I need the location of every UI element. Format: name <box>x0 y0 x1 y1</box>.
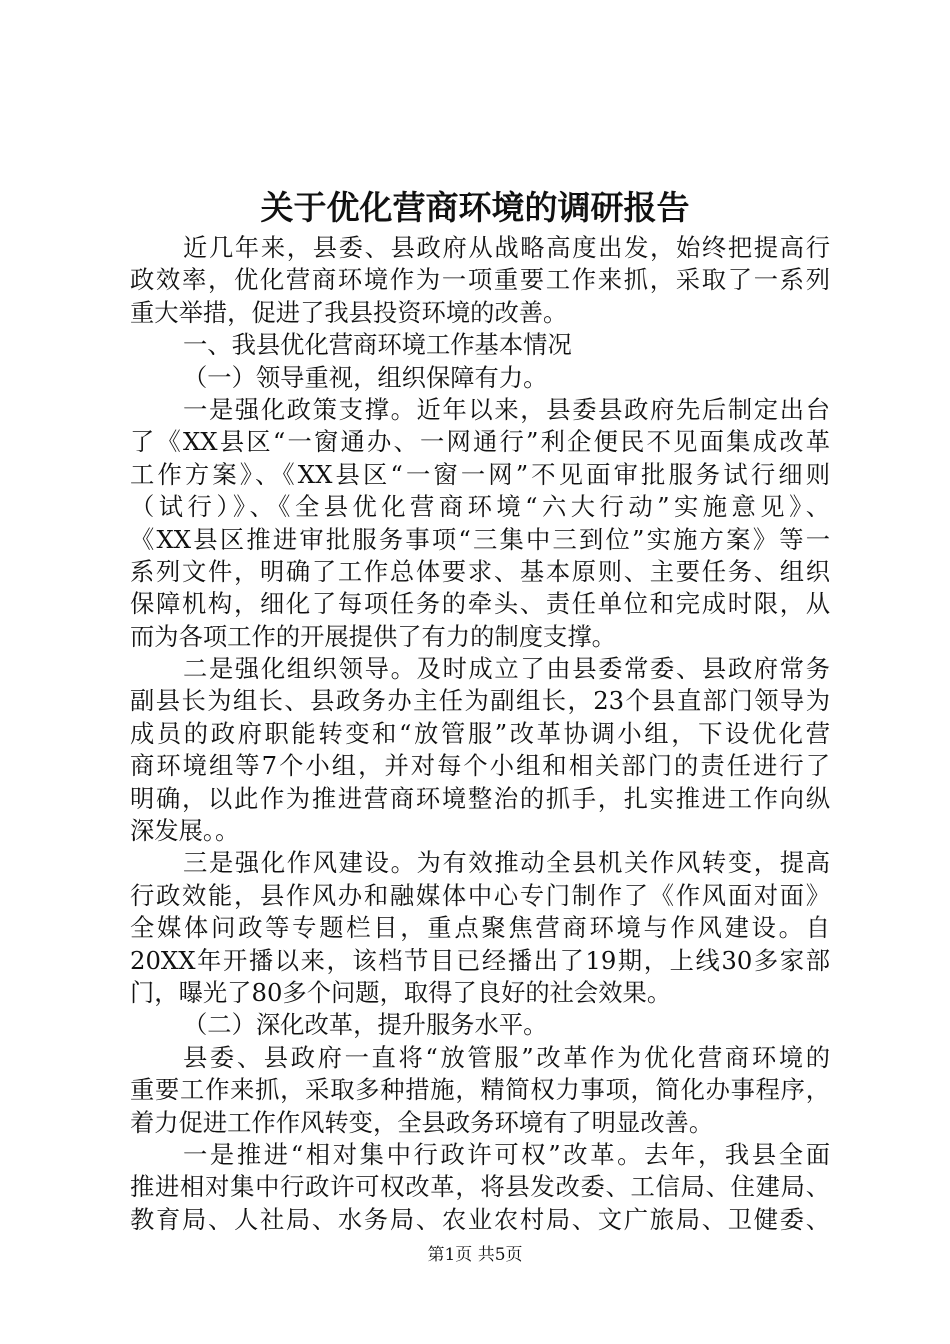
text-line: 商环境组等7个小组，并对每个小组和相关部门的责任进行了 <box>130 751 830 781</box>
text-line: 重大举措，促进了我县投资环境的改善。 <box>130 297 568 327</box>
text-line: 教育局、人社局、水务局、农业农村局、文广旅局、卫健委、 <box>130 1204 830 1234</box>
text-line: 行政效能，县作风办和融媒体中心专门制作了《作风面对面》 <box>130 880 830 910</box>
text-line: 政效率，优化营商环境作为一项重要工作来抓，采取了一系列 <box>130 265 830 295</box>
text-line: 明确，以此作为推进营商环境整治的抓手，扎实推进工作向纵 <box>130 783 830 813</box>
text-line: 门，曝光了80多个问题，取得了良好的社会效果。 <box>130 977 672 1007</box>
subsection-heading: （二）深化改革，提升服务水平。 <box>183 1010 548 1040</box>
text-line: 全媒体问政等专题栏目，重点聚焦营商环境与作风建设。自 <box>130 913 830 943</box>
text-line: 三是强化作风建设。为有效推动全县机关作风转变，提高 <box>183 848 830 878</box>
page-number-footer: 第1页 共5页 <box>427 1245 523 1265</box>
text-line: 推进相对集中行政许可权改革，将县发改委、工信局、住建局、 <box>130 1172 830 1202</box>
text-line: 《XX县区推进审批服务事项“三集中三到位”实施方案》等一 <box>130 524 830 554</box>
text-line: 而为各项工作的开展提供了有力的制度支撑。 <box>130 621 616 651</box>
text-line: 二是强化组织领导。及时成立了由县委常委、县政府常务 <box>183 654 830 684</box>
text-line: 近几年来，县委、县政府从战略高度出发，始终把提高行 <box>183 233 830 262</box>
text-line: 成员的政府职能转变和“放管服”改革协调小组，下设优化营 <box>130 718 830 748</box>
subsection-heading: （一）领导重视，组织保障有力。 <box>183 362 548 392</box>
section-heading: 一、我县优化营商环境工作基本情况 <box>183 330 572 360</box>
text-line: 20XX年开播以来，该档节目已经播出了19期，上线30多家部 <box>130 945 830 975</box>
text-line: 着力促进工作作风转变，全县政务环境有了明显改善。 <box>130 1107 714 1137</box>
text-line: 重要工作来抓，采取多种措施，精简权力事项，简化办事程序， <box>130 1075 830 1105</box>
text-line: 一是推进“相对集中行政许可权”改革。去年，我县全面 <box>183 1139 830 1169</box>
text-line: 工作方案》、《XX县区“一窗一网”不见面审批服务试行细则 <box>130 459 830 489</box>
text-line: 深发展。。 <box>130 816 240 846</box>
text-line: 一是强化政策支撑。近年以来，县委县政府先后制定出台 <box>183 394 830 424</box>
text-line: 副县长为组长、县政务办主任为副组长，23个县直部门领导为 <box>130 686 830 716</box>
text-line: 县委、县政府一直将“放管服”改革作为优化营商环境的 <box>183 1042 830 1072</box>
document-body <box>130 232 830 1236</box>
text-line: 系列文件，明确了工作总体要求、基本原则、主要任务、组织 <box>130 556 830 586</box>
text-line: （试行）》、《全县优化营商环境“六大行动”实施意见》、 <box>130 492 830 522</box>
document-title: 关于优化营商环境的调研报告 <box>260 188 690 227</box>
text-line: 保障机构，细化了每项任务的牵头、责任单位和完成时限，从 <box>130 589 830 619</box>
text-line: 了《XX县区“一窗通办、一网通行”利企便民不见面集成改革 <box>130 427 830 457</box>
